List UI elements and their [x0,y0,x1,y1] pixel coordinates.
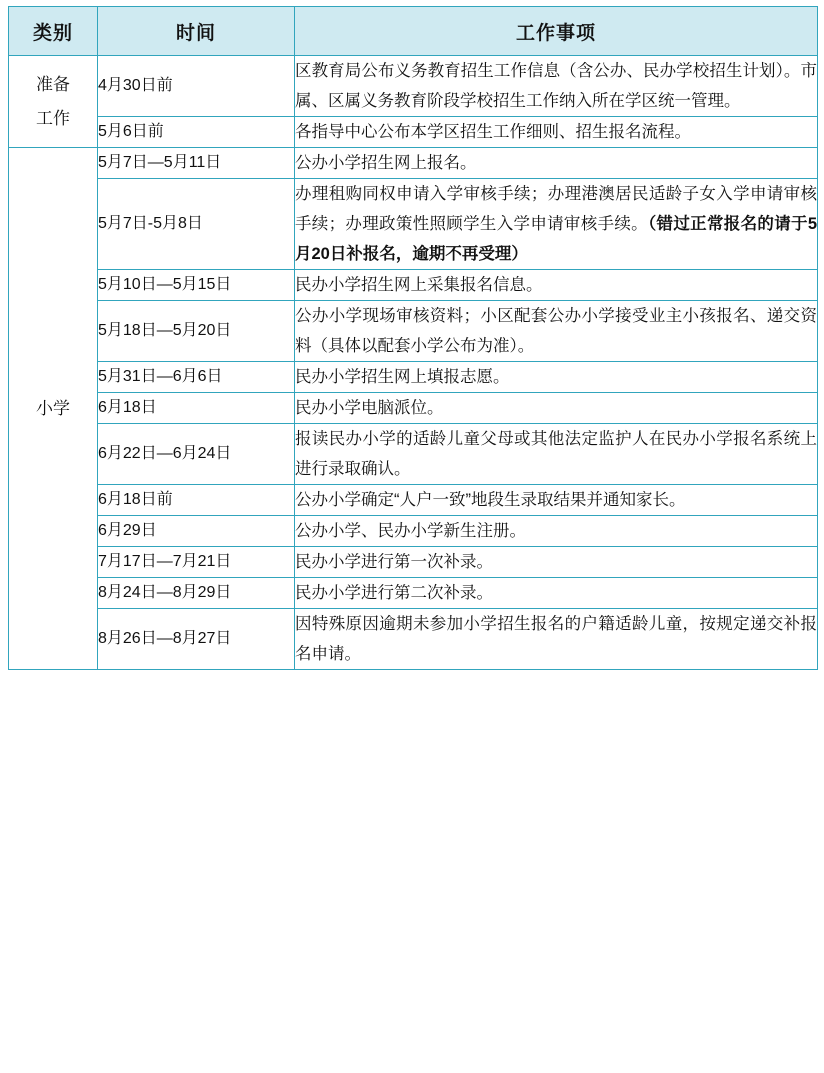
time-cell: 8月24日—8月29日 [98,578,295,609]
time-cell: 5月7日—5月11日 [98,148,295,179]
category-cell-preparation [9,56,98,148]
table-row [9,547,818,578]
table-header [9,7,818,56]
work-text: 公办小学现场审核资料；小区配套公办小学接受业主小孩报名、递交资料（具体以配套小学公布为准）。 [295,307,817,355]
work-text: 公办小学招生网上报名。 [295,154,477,172]
column-header-work: 工作事项 [295,7,818,56]
work-cell [295,547,818,578]
work-text: 民办小学招生网上采集报名信息。 [295,276,543,294]
table-row [9,148,818,179]
work-cell [295,270,818,301]
time-cell: 4月30日前 [98,56,295,117]
table-row [9,301,818,362]
category-label-line: 小学 [36,398,70,418]
column-header-category: 类别 [9,7,98,56]
work-cell [295,56,818,117]
table-row [9,609,818,670]
work-cell [295,362,818,393]
time-cell: 6月18日 [98,393,295,424]
work-text: 民办小学电脑派位。 [295,399,444,417]
table-row [9,362,818,393]
time-cell: 8月26日—8月27日 [98,609,295,670]
table-row [9,117,818,148]
category-label-line: 准备 [36,74,70,94]
time-cell: 5月18日—5月20日 [98,301,295,362]
work-cell [295,179,818,270]
table-row [9,485,818,516]
work-cell [295,301,818,362]
work-cell [295,148,818,179]
work-text: 办理租购同权申请入学审核手续；办理港澳居民适龄子女入学申请审核手续；办理政策性照顾学生入学申请审核手续。 [295,185,817,233]
time-cell: 5月7日-5月8日 [98,179,295,270]
schedule-table [8,6,818,670]
column-header-time: 时间 [98,7,295,56]
table-row [9,179,818,270]
category-cell-primary-school [9,148,98,670]
table-body [9,56,818,670]
table-row [9,393,818,424]
table-row [9,270,818,301]
time-cell: 5月10日—5月15日 [98,270,295,301]
work-cell [295,485,818,516]
work-cell [295,424,818,485]
work-text: 民办小学进行第一次补录。 [295,553,493,571]
work-text: 区教育局公布义务教育招生工作信息（含公办、民办学校招生计划）。市属、区属义务教育阶段学校招生工作纳入所在学区统一管理。 [295,62,817,110]
work-cell [295,609,818,670]
work-cell [295,117,818,148]
table-row [9,56,818,117]
work-text: 各指导中心公布本学区招生工作细则、招生报名流程。 [295,123,691,141]
table-header-row [9,7,818,56]
table-row [9,516,818,547]
category-label-line: 工作 [36,108,70,128]
work-text: 公办小学、民办小学新生注册。 [295,522,526,540]
time-cell: 7月17日—7月21日 [98,547,295,578]
work-cell [295,578,818,609]
work-cell [295,393,818,424]
work-text: 民办小学招生网上填报志愿。 [295,368,510,386]
work-text: 公办小学确定“人户一致”地段生录取结果并通知家长。 [295,491,686,509]
time-cell: 5月6日前 [98,117,295,148]
work-text: 民办小学进行第二次补录。 [295,584,493,602]
work-text-emphasis: （错过正常报名的请于5月20日补报名，逾期不再受理） [295,215,817,263]
table-row [9,578,818,609]
work-text: 因特殊原因逾期未参加小学招生报名的户籍适龄儿童，按规定递交补报名申请。 [295,615,817,663]
time-cell: 6月29日 [98,516,295,547]
time-cell: 6月18日前 [98,485,295,516]
table-row [9,424,818,485]
work-text: 报读民办小学的适龄儿童父母或其他法定监护人在民办小学报名系统上进行录取确认。 [295,430,817,478]
time-cell: 5月31日—6月6日 [98,362,295,393]
work-cell [295,516,818,547]
time-cell: 6月22日—6月24日 [98,424,295,485]
